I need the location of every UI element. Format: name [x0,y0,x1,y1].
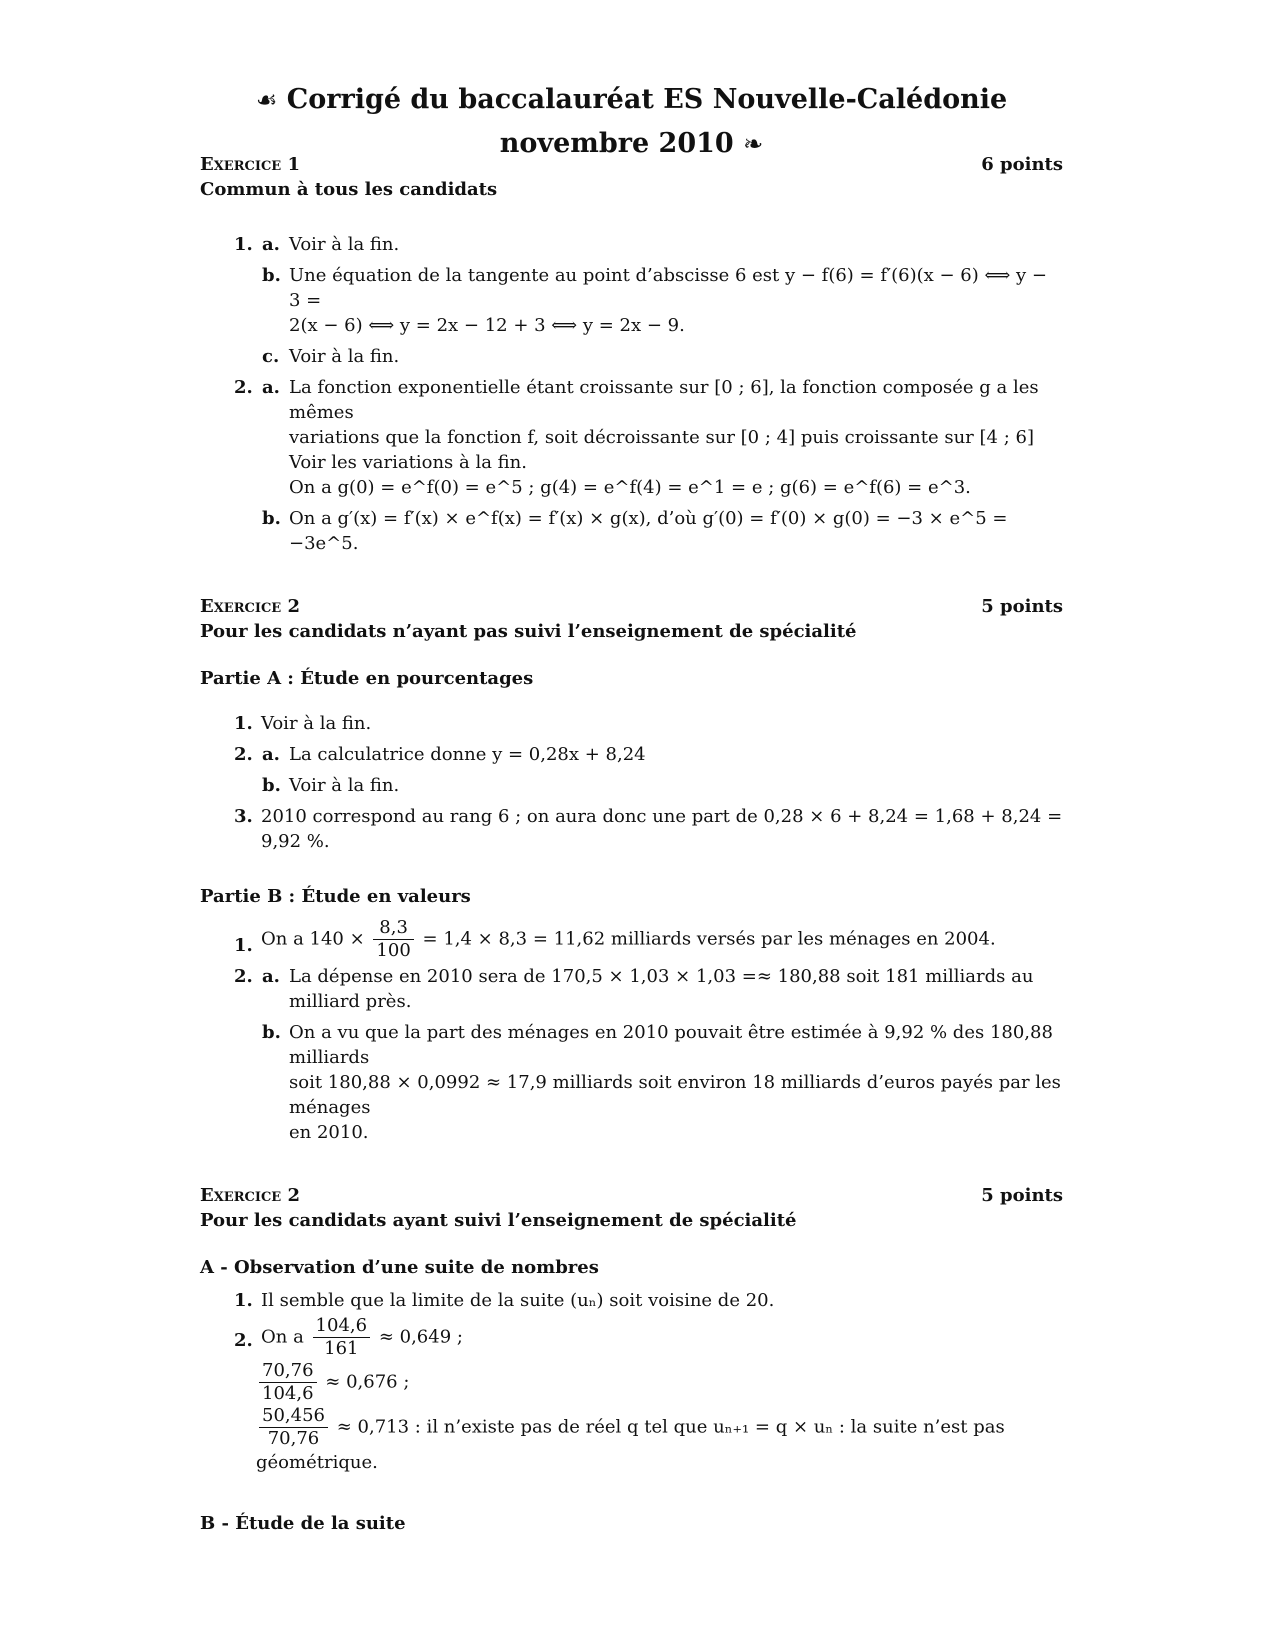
document-page [200,78,1063,1536]
exercise-2-spe-label: Exercice 2 [200,1185,300,1206]
fraction-numerator: 104,6 [313,1315,371,1338]
answer-text: 2010 correspond au rang 6 ; on aura donc une part de 0,28 × 6 + 8,24 = 1,68 + 8,24 = 9,92 %. [261,806,1063,852]
question-letter: a. [262,966,280,987]
ex1-q1c [200,344,1063,369]
title-text: Corrigé du baccalauréat ES Nouvelle-Calédonie novembre 2010 [286,84,1008,159]
ex2-b2b [200,1020,1063,1145]
answer-text: soit 180,88 × 0,0992 ≈ 17,9 milliards soit environ 18 milliards d’euros payés par les ménages [289,1072,1061,1118]
exercise-2-header [200,594,1063,619]
spe-part-a-heading: A - Observation d’une suite de nombres [200,1257,599,1278]
answer-text: On a g(0) = e^f(0) = e^5 ; g(4) = e^f(4) = e^1 = e ; g(6) = e^f(6) = e^3. [289,477,971,498]
question-number: 2. [234,744,253,765]
question-letter: a. [262,234,280,255]
spe-part-b-heading: B - Étude de la suite [200,1513,406,1534]
ex2-b2a [200,964,1063,1014]
question-number: 3. [234,806,253,827]
partie-a-heading: Partie A : Étude en pourcentages [200,668,534,689]
question-number: 1. [234,1290,253,1311]
spe-a1 [200,1288,1063,1313]
answer-text: Il semble que la limite de la suite (uₙ) soit voisine de 20. [261,1290,775,1311]
answer-text: en 2010. [289,1122,369,1143]
exercise-1-audience: Commun à tous les candidats [200,179,498,200]
exercise-1-label: Exercice 1 [200,154,300,175]
exercise-2-spe-header [200,1183,1063,1208]
fraction [259,1405,328,1450]
exercise-2-label: Exercice 2 [200,596,300,617]
question-number: 1. [234,935,253,956]
answer-text: Voir les variations à la fin. [289,452,527,473]
question-number: 1. [234,713,253,734]
answer-text: On a [261,1326,304,1348]
answer-text: variations que la fonction f, soit décroissante sur [0 ; 4] puis croissante sur [4 ; 6] [289,427,1034,448]
answer-text: La dépense en 2010 sera de 170,5 × 1,03 × 1,03 =≈ 180,88 soit 181 milliards au milliard près. [289,966,1034,1012]
question-letter: a. [262,744,280,765]
ex2-a2b [200,773,1063,798]
answer-text: Voir à la fin. [289,234,400,255]
fraction-numerator: 8,3 [373,917,413,940]
spe-a2 [200,1315,1063,1475]
question-letter: b. [262,265,281,286]
right-ornament-icon: ❧ [743,130,764,158]
answer-text: ≈ 0,649 ; [378,1326,463,1348]
fraction-numerator: 70,76 [259,1360,317,1383]
ex2-b1 [200,917,1063,962]
fraction [259,1360,317,1405]
ex2-a2a [200,742,1063,767]
fraction-denominator: 100 [376,940,411,961]
left-ornament-icon: ☙ [255,86,278,114]
answer-text: Voir à la fin. [289,346,400,367]
answer-text: ≈ 0,676 ; [325,1371,410,1393]
answer-text: La calculatrice donne y = 0,28x + 8,24 [289,744,646,765]
fraction [373,917,413,962]
exercise-2-points: 5 points [981,596,1063,617]
answer-text: ≈ 0,713 : il n’existe pas de réel q tel que uₙ₊₁ = q × uₙ : la suite n’est pas géométrique. [256,1416,1005,1473]
answer-text: Voir à la fin. [289,775,400,796]
ex1-q1a [200,232,1063,257]
question-number: 2. [234,377,253,398]
answer-text: = 1,4 × 8,3 = 11,62 milliards versés par les ménages en 2004. [422,928,996,950]
exercise-2-audience: Pour les candidats n’ayant pas suivi l’enseignement de spécialité [200,621,857,642]
answer-text: On a 140 × [261,928,365,950]
answer-text: La fonction exponentielle étant croissante sur [0 ; 6], la fonction composée g a les mêmes [289,377,1039,423]
fraction-numerator: 50,456 [259,1405,328,1428]
question-number: 2. [234,966,253,987]
question-letter: b. [262,775,281,796]
fraction-denominator: 161 [324,1338,359,1359]
ex1-q1b [200,263,1063,338]
answer-text: 2(x − 6) ⟺ y = 2x − 12 + 3 ⟺ y = 2x − 9. [289,315,685,336]
partie-b-heading: Partie B : Étude en valeurs [200,886,471,907]
question-letter: c. [262,346,280,367]
question-letter: b. [262,1022,281,1043]
fraction-denominator: 70,76 [267,1428,320,1449]
exercise-2-spe-points: 5 points [981,1185,1063,1206]
fraction [313,1315,371,1360]
question-letter: b. [262,508,281,529]
fraction-denominator: 104,6 [262,1383,314,1404]
answer-text: Voir à la fin. [261,713,372,734]
question-letter: a. [262,377,280,398]
question-number: 1. [234,234,253,255]
answer-text: On a g′(x) = f′(x) × e^f(x) = f′(x) × g(x), d’où g′(0) = f′(0) × g(0) = −3 × e^5 = −3e^5. [289,508,1008,554]
answer-text: Une équation de la tangente au point d’abscisse 6 est y − f(6) = f′(6)(x − 6) ⟺ y − 3 = [289,265,1047,311]
answer-text: On a vu que la part des ménages en 2010 pouvait être estimée à 9,92 % des 180,88 milliards [289,1022,1053,1068]
exercise-2-spe-audience: Pour les candidats ayant suivi l’enseignement de spécialité [200,1210,797,1231]
ex1-q2b [200,506,1063,556]
ex1-q2a [200,375,1063,500]
ex2-a1 [200,711,1063,736]
exercise-1-points: 6 points [981,154,1063,175]
ex2-a3 [200,804,1063,854]
question-number: 2. [234,1330,253,1351]
page-title [200,78,1063,159]
